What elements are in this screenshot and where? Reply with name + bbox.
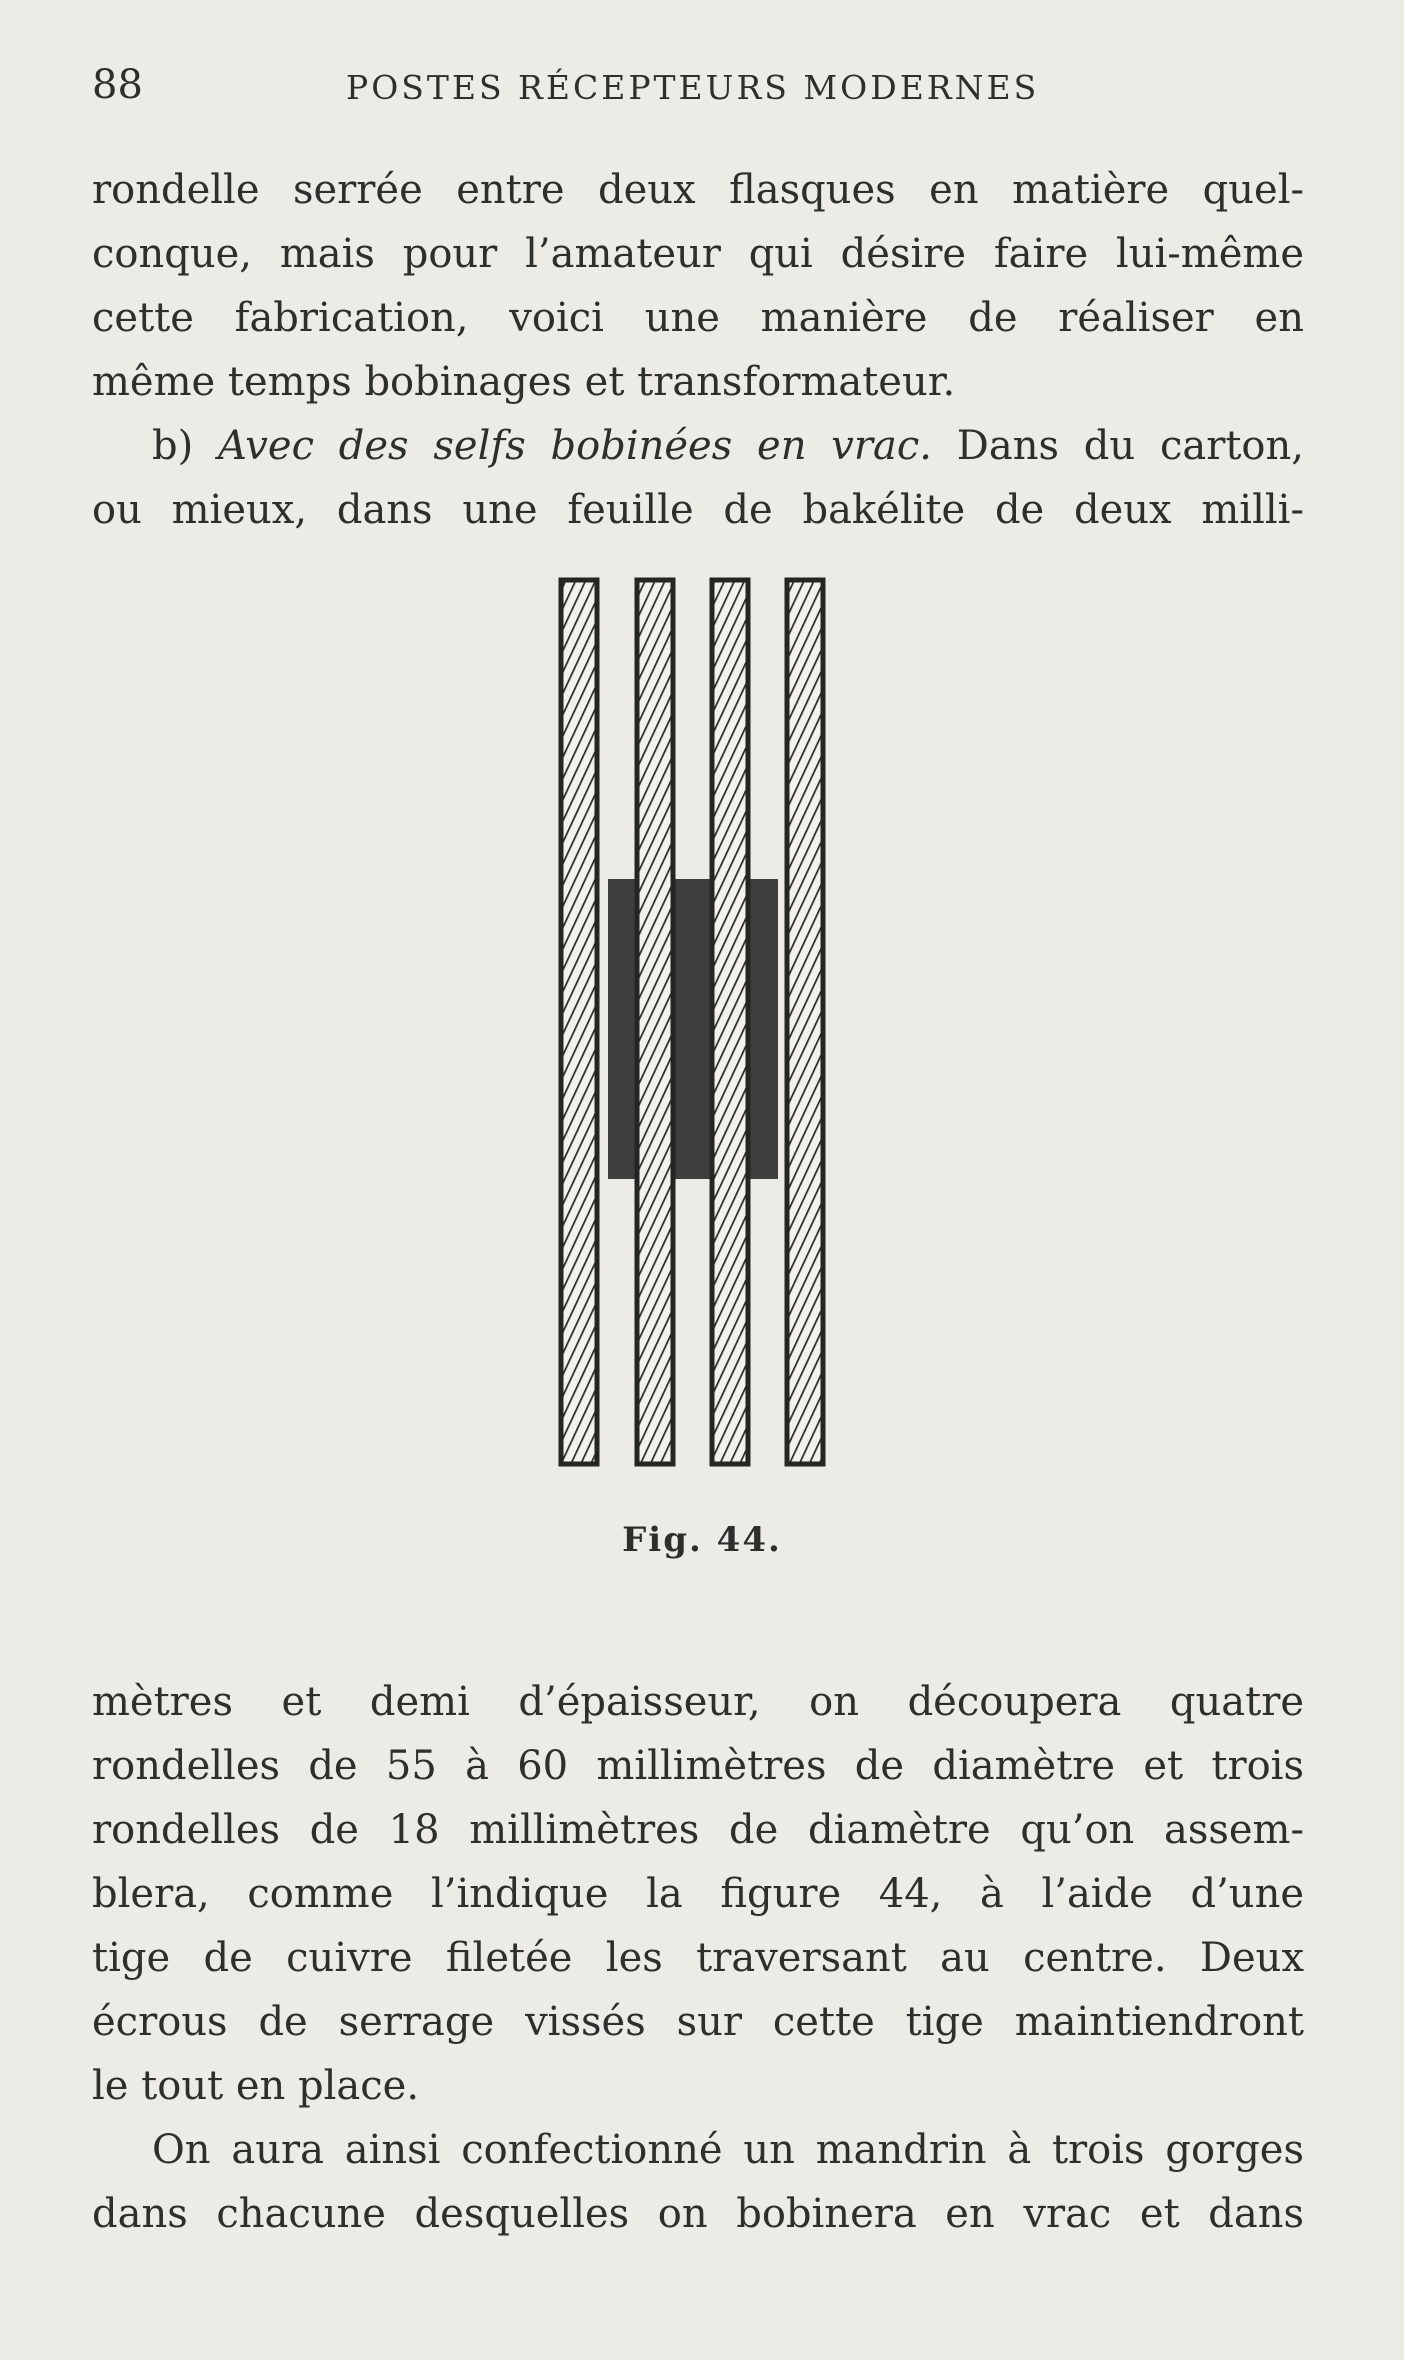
text-line: cette fabrication, voici une manière de réaliser en <box>92 295 1304 341</box>
paragraph-b-first-line <box>92 414 1304 478</box>
running-head <box>92 62 1302 122</box>
coil-former-illustration <box>548 574 848 1474</box>
text-line: le tout en place. <box>92 2063 420 2109</box>
running-title: POSTES RÉCEPTEURS MODERNES <box>346 68 1040 107</box>
flange-disc-1 <box>561 580 597 1464</box>
figure-44-coil-former <box>548 574 848 1474</box>
text-block-bottom <box>92 1670 1304 2246</box>
text-line: même temps bobinages et transformateur. <box>92 359 956 405</box>
paragraph-b-label: b) <box>152 423 219 469</box>
text-line: dans chacune desquelles on bobinera en vrac et dans <box>92 2191 1304 2237</box>
page-number: 88 <box>92 62 143 108</box>
text-line: On aura ainsi confectionné un mandrin à trois gorges <box>152 2127 1304 2173</box>
text-line: rondelle serrée entre deux flasques en matière quel- <box>92 167 1304 213</box>
text-block-top <box>92 158 1304 542</box>
text-line: tige de cuivre filetée les traversant au centre. Deux <box>92 1935 1304 1981</box>
text-line: blera, comme l’indique la figure 44, à l’aide d’une <box>92 1871 1304 1917</box>
figure-caption: Fig. 44. <box>622 1520 782 1560</box>
winding-mass <box>608 879 778 1179</box>
flange-disc-4 <box>787 580 823 1464</box>
text-line: ou mieux, dans une feuille de bakélite de deux milli- <box>92 487 1304 533</box>
text-line: rondelles de 55 à 60 millimètres de diamètre et trois <box>92 1743 1304 1789</box>
text-line: conque, mais pour l’amateur qui désire faire lui-même <box>92 231 1304 277</box>
flange-disc-2 <box>637 580 673 1464</box>
paragraph-b-title: Avec des selfs bobinées en vrac. <box>218 423 932 469</box>
text-line: mètres et demi d’épaisseur, on découpera quatre <box>92 1679 1304 1725</box>
flange-disc-3 <box>712 580 748 1464</box>
paragraph-b-text: Dans du carton, <box>931 423 1304 469</box>
text-line: écrous de serrage vissés sur cette tige maintiendront <box>92 1999 1304 2045</box>
text-line: rondelles de 18 millimètres de diamètre qu’on assem- <box>92 1807 1304 1853</box>
